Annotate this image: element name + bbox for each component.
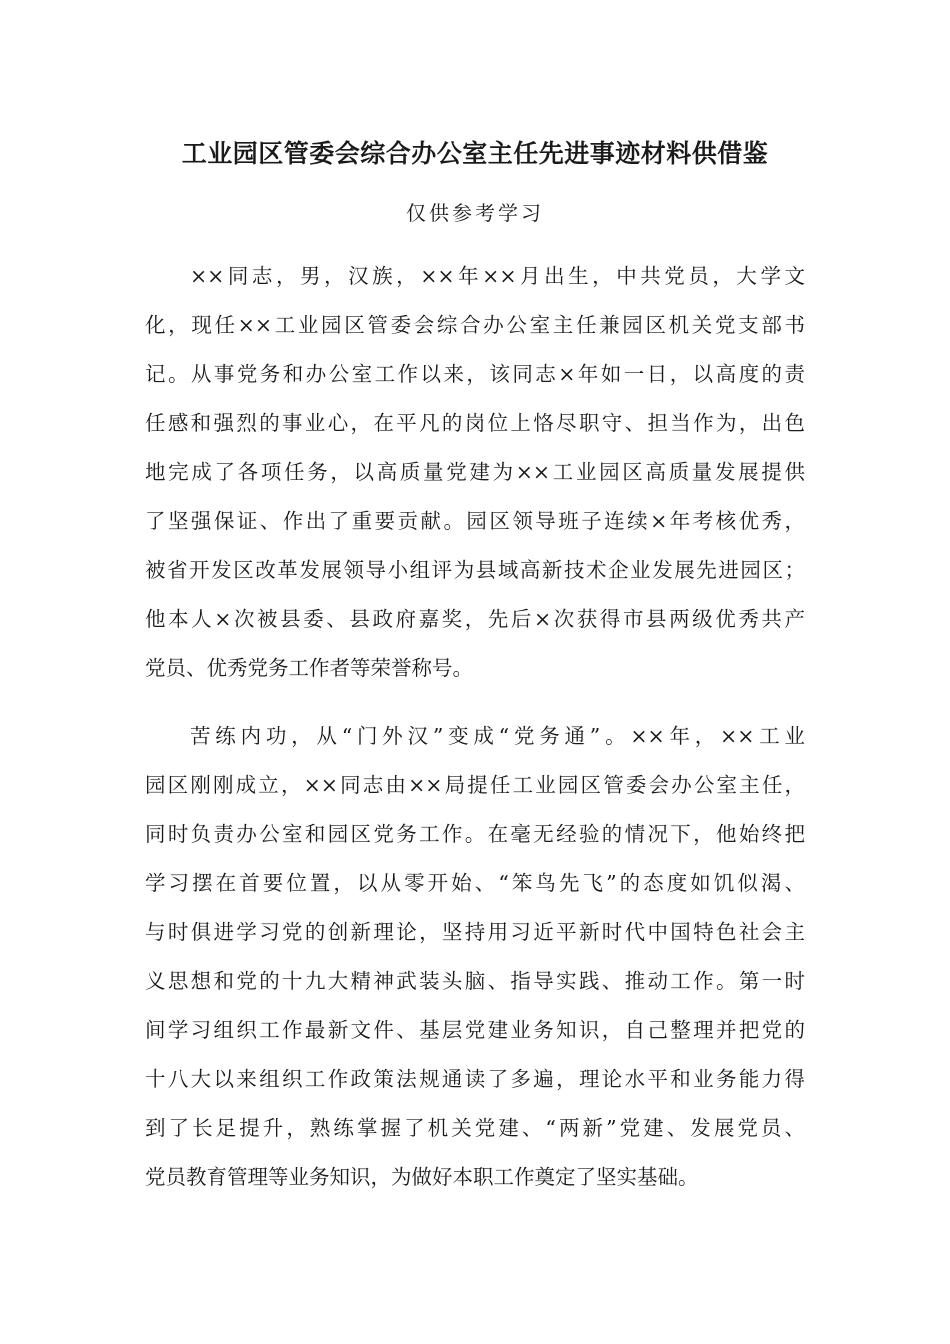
paragraph-1 bbox=[145, 252, 805, 693]
paragraph-line: 党员、优秀党务工作者等荣誉称号。 bbox=[145, 656, 473, 680]
paragraph-line: 间学习组织工作最新文件、基层党建业务知识，自己整理并把党的 bbox=[145, 1018, 805, 1042]
paragraph-line: 党员教育管理等业务知识，为做好本职工作奠定了坚实基础。 bbox=[145, 1165, 699, 1189]
paragraph-line: 十八大以来组织工作政策法规通读了多遍，理论水平和业务能力得 bbox=[145, 1067, 805, 1091]
paragraph-line: 了坚强保证、作出了重要贡献。园区领导班子连续×年考核优秀， bbox=[145, 509, 805, 533]
paragraph-line: 义思想和党的十九大精神武装头脑、指导实践、推动工作。第一时 bbox=[145, 969, 805, 993]
paragraph-line: 被省开发区改革发展领导小组评为县域高新技术企业发展先进园区； bbox=[145, 558, 805, 582]
paragraph-line: ××同志，男，汉族，××年××月出生，中共党员，大学文 bbox=[190, 264, 805, 288]
paragraph-line: 地完成了各项任务，以高质量党建为××工业园区高质量发展提供 bbox=[145, 460, 805, 484]
paragraph-line: 学习摆在首要位置，以从零开始、“笨鸟先飞”的态度如饥似渴、 bbox=[145, 871, 805, 895]
paragraph-line: 苦练内功，从“门外汉”变成“党务通”。××年，××工业 bbox=[190, 724, 805, 748]
paragraph-line: 园区刚刚成立，××同志由××局提任工业园区管委会办公室主任， bbox=[145, 773, 805, 797]
paragraph-line: 到了长足提升，熟练掌握了机关党建、“两新”党建、发展党员、 bbox=[145, 1116, 805, 1140]
paragraph-line: 化，现任××工业园区管委会综合办公室主任兼园区机关党支部书 bbox=[145, 313, 805, 337]
paragraph-line: 记。从事党务和办公室工作以来，该同志×年如一日，以高度的责 bbox=[145, 362, 805, 386]
document-title: 工业园区管委会综合办公室主任先进事迹材料供借鉴 bbox=[181, 139, 769, 168]
paragraph-line: 任感和强烈的事业心，在平凡的岗位上恪尽职守、担当作为，出色 bbox=[145, 411, 805, 435]
paragraph-line: 与时俱进学习党的创新理论，坚持用习近平新时代中国特色社会主 bbox=[145, 920, 805, 944]
paragraph-2 bbox=[145, 712, 805, 1202]
paragraph-line: 他本人×次被县委、县政府嘉奖，先后×次获得市县两级优秀共产 bbox=[145, 607, 805, 631]
document-subtitle: 仅供参考学习 bbox=[406, 201, 544, 225]
paragraph-line: 同时负责办公室和园区党务工作。在毫无经验的情况下，他始终把 bbox=[145, 822, 805, 846]
